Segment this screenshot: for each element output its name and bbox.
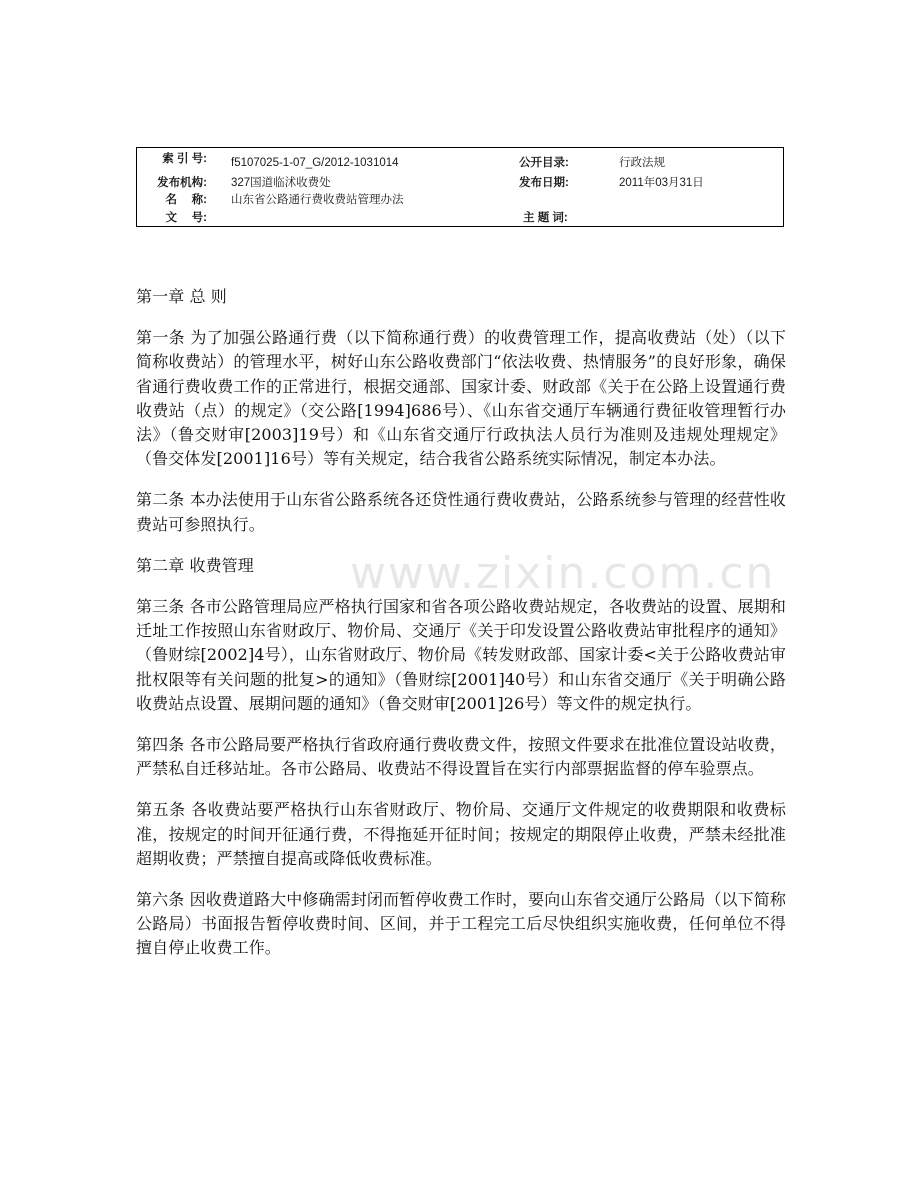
name-label: 名 称: [165, 194, 207, 206]
article-3: 第三条 各市公路管理局应严格执行国家和省各项公路收费站规定，各收费站的设置、展期和迁址工作按照山东省财政厅、物价局、交通厅《关于印发设置公路收费站审批程序的通知》（鲁财综[2002]4号），山东省财政厅、物价局《转发财政部、国家计委<关于公路收费站审批权限等有关问题的批复>的通知》（鲁财综[2001]40号）和山东省交通厅《关于明确公路收费站点设置、展期问题的通知》（鲁交财审[2001]26号）等文件的规定执行。 [136, 597, 786, 713]
index-value: f5107025-1-07_G/2012-1031014 [231, 157, 399, 169]
catalog-value: 行政法规 [619, 157, 665, 169]
document-body [136, 285, 786, 978]
meta-row-name [137, 191, 783, 209]
index-label: 索 引 号: [162, 153, 207, 165]
name-value: 山东省公路通行费收费站管理办法 [231, 194, 404, 206]
document-metadata-table [136, 147, 784, 227]
article-2: 第二条 本办法使用于山东省公路系统各还贷性通行费收费站，公路系统参与管理的经营性收费站可参照执行。 [136, 490, 786, 534]
article-5: 第五条 各收费站要严格执行山东省财政厅、物价局、交通厅文件规定的收费期限和收费标准，按规定的时间开征通行费，不得拖延开征时间；按规定的期限停止收费，严禁未经批准超期收费；严禁擅自提高或降低收费标准。 [136, 800, 786, 868]
date-value: 2011年03月31日 [619, 177, 704, 189]
meta-row-issuer [137, 174, 783, 192]
article-4: 第四条 各市公路局要严格执行省政府通行费收费文件，按照文件要求在批准位置设站收费，严禁私自迁移站址。各市公路局、收费站不得设置旨在实行内部票据监督的停车验票点。 [136, 735, 786, 779]
docno-label: 文 号: [165, 212, 207, 224]
article-1: 第一条 为了加强公路通行费（以下简称通行费）的收费管理工作，提高收费站（处）（以下简称收费站）的管理水平，树好山东公路收费部门“依法收费、热情服务”的良好形象，确保省通行费收费工作的正常进行，根据交通部、国家计委、财政部《关于在公路上设置通行费收费站（点）的规定》（交公路[1994]686号）、《山东省交通厅车辆通行费征收管理暂行办法》（鲁交财审[2003]19号）和《山东省交通厅行政执法人员行为准则及违规处理规定》（鲁交体发[2001]16号）等有关规定，结合我省公路系统实际情况，制定本办法。 [136, 328, 786, 469]
chapter-1-heading: 第一章 总 则 [136, 287, 227, 306]
meta-row-docno [137, 209, 783, 227]
watermark: www.zixin.com.cn [350, 548, 776, 599]
article-6: 第六条 因收费道路大中修确需封闭而暂停收费工作时，要向山东省交通厅公路局（以下简称公路局）书面报告暂停收费时间、区间，并于工程完工后尽快组织实施收费，任何单位不得擅自停止收费工作。 [136, 890, 786, 958]
catalog-label: 公开目录: [519, 157, 569, 169]
meta-row-index [137, 150, 783, 168]
date-label: 发布日期: [519, 177, 569, 189]
issuer-label: 发布机构: [157, 177, 207, 189]
subject-label: 主 题 词: [523, 212, 568, 224]
issuer-value: 327国道临沭收费处 [231, 177, 331, 189]
chapter-2-heading: 第二章 收费管理 [136, 555, 254, 575]
